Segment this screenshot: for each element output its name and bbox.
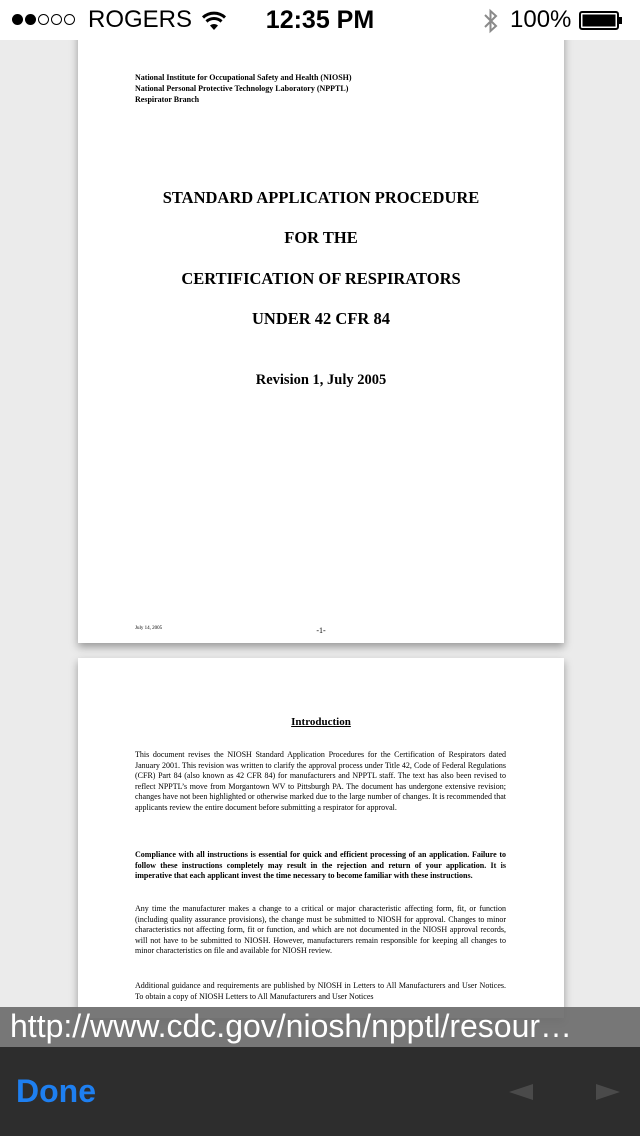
forward-arrow-icon[interactable] <box>595 1083 621 1101</box>
back-arrow-icon[interactable] <box>508 1083 534 1101</box>
clock: 12:35 PM <box>265 6 375 34</box>
page-number: -1- <box>316 626 326 635</box>
bluetooth-icon <box>482 8 500 34</box>
section-heading: Introduction <box>291 716 351 728</box>
document-title-line: CERTIFICATION OF RESPIRATORS <box>181 269 461 288</box>
paragraph: Additional guidance and requirements are published by NIOSH in Letters to All Manufacturers and User Notices. To obtain a copy of NIOSH Letters to All Manufacturers and User Notices <box>135 981 506 1001</box>
url-bar[interactable] <box>0 1007 640 1047</box>
wifi-icon <box>201 9 227 31</box>
header-line: National Personal Protective Technology Laboratory (NPPTL) <box>135 84 349 93</box>
battery-icon <box>579 11 623 30</box>
signal-dot <box>12 14 23 25</box>
header-line: Respirator Branch <box>135 95 200 104</box>
document-title-line: UNDER 42 CFR 84 <box>252 309 390 328</box>
signal-strength-icon <box>12 14 75 25</box>
bottom-toolbar <box>0 1047 640 1136</box>
paragraph: Any time the manufacturer makes a change to a critical or major characteristic affecting form, fit, or function (including quality assurance provisions), the change must be submitted to NIOSH for approval. Changes to minor characteristics not affecting form, fit or function, and which are not documented in the NIOSH approval records, will not have to be submitted to NIOSH. However, manufacturers remain responsible for keeping all changes to minor characteristics on file and available for NIOSH review. <box>135 904 506 956</box>
signal-dot <box>38 14 49 25</box>
signal-dot <box>64 14 75 25</box>
revision-line: Revision 1, July 2005 <box>255 372 387 388</box>
document-page-2[interactable] <box>78 658 564 1018</box>
document-page-1[interactable] <box>78 0 564 643</box>
header-line: National Institute for Occupational Safety and Health (NIOSH) <box>135 73 352 82</box>
document-header <box>135 72 352 105</box>
document-title-line: STANDARD APPLICATION PROCEDURE <box>162 188 480 207</box>
paragraph: This document revises the NIOSH Standard Application Procedures for the Certification of Respirators dated January 2001. This revision was written to clarify the approval process under Title 42, Code of Federal Regulations (CFR) Part 84 (also known as 42 CFR 84) for manufacturers and NPPTL staff. The text has also been revised to reflect NPPTL’s move from Morgantown WV to Pittsburgh PA. The document has undergone extensive revision; changes have not been highlighted or otherwise marked due to the large number of changes. It is recommended that applicants review the entire document before submitting a respirator for approval. <box>135 750 506 812</box>
footer-date: July 14, 2005 <box>135 626 163 631</box>
carrier-name: ROGERS <box>88 6 193 33</box>
signal-dot <box>51 14 62 25</box>
url-text: http://www.cdc.gov/niosh/npptl/resour… <box>10 1008 573 1044</box>
signal-dot <box>25 14 36 25</box>
document-title-line: FOR THE <box>284 228 358 247</box>
done-button[interactable]: Done <box>16 1073 96 1109</box>
status-bar <box>0 0 640 40</box>
battery-percentage: 100% <box>510 6 572 33</box>
paragraph: Compliance with all instructions is essential for quick and efficient processing of an application. Failure to follow these instructions completely may result in the rejection and return of your application. It is imperative that each applicant invest the time necessary to become familiar with these instructions. <box>135 850 506 881</box>
